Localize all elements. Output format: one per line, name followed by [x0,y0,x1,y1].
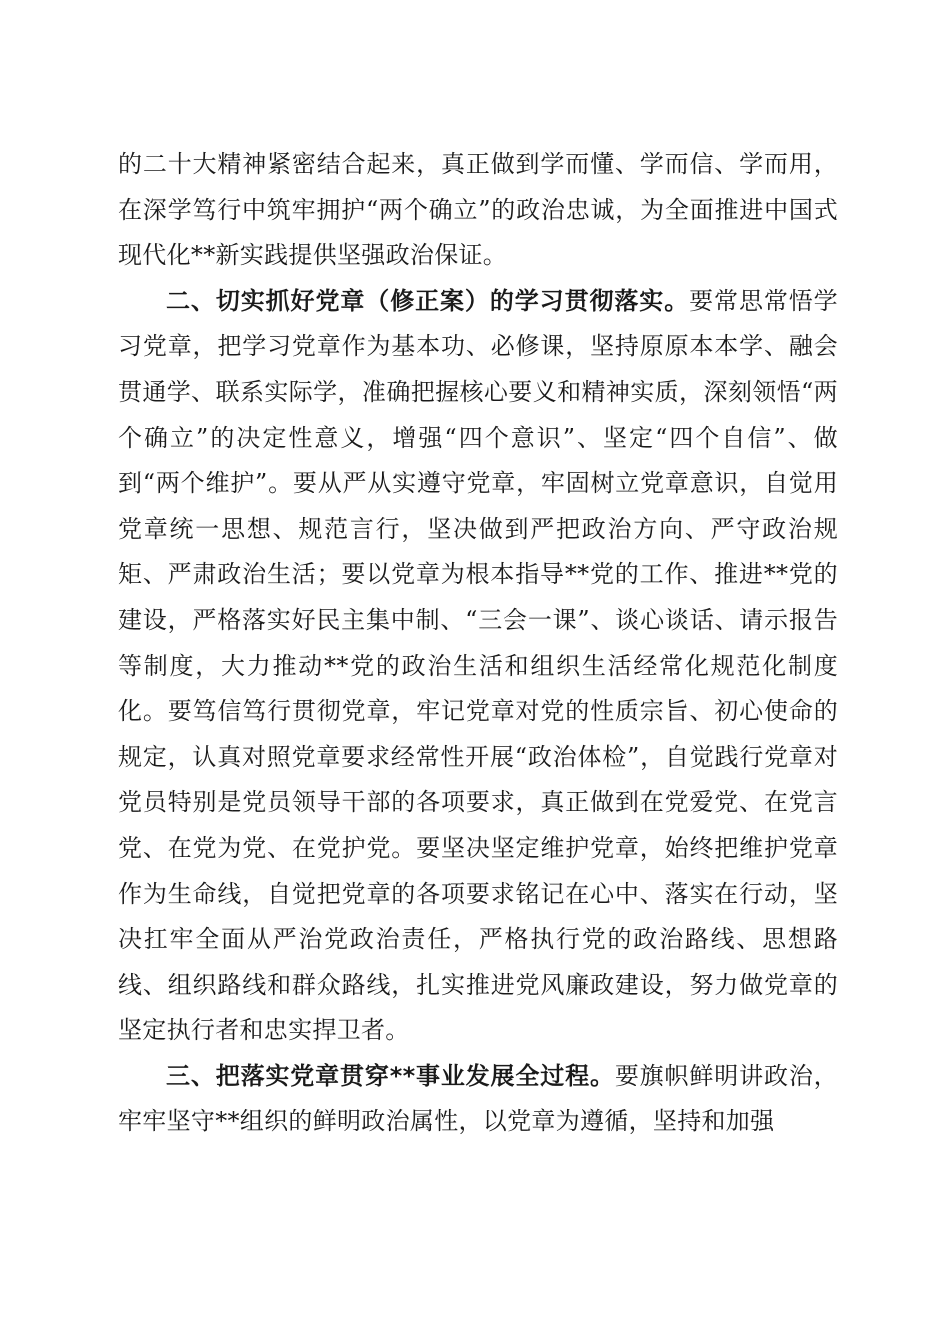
section-three-heading: 三、把落实党章贯穿**事业发展全过程。 [166,1061,615,1090]
paragraph-section-two [118,279,838,1054]
document-body [118,142,838,1145]
paragraph-continuation [118,142,838,279]
section-two-heading: 二、切实抓好党章（修正案）的学习贯彻落实。 [166,286,690,315]
paragraph-section-three [118,1054,838,1145]
paragraph-body-text: 的二十大精神紧密结合起来，真正做到学而懂、学而信、学而用，在深学笃行中筑牢拥护“两个确立”的政治忠诚，为全面推进中国式现代化**新实践提供坚强政治保证。 [118,150,838,270]
paragraph-body-text: 要旗帜鲜明讲政治，牢牢坚守**组织的鲜明政治属性，以党章为遵循，坚持和加强 [118,1061,838,1136]
paragraph-body-text: 要常思常悟学习党章，把学习党章作为基本功、必修课，坚持原原本本学、融会贯通学、联系实际学，准确把握核心要义和精神实质，深刻领悟“两个确立”的决定性意义，增强“四个意识”、坚定“四个自信”、做到“两个维护”。要从严从实遵守党章，牢固树立党章意识，自觉用党章统一思想、规范言行，坚决做到严把政治方向、严守政治规矩、严肃政治生活；要以党章为根本指导**党的工作、推进**党的建设，严格落实好民主集中制、“三会一课”、谈心谈话、请示报告等制度，大力推动**党的政治生活和组织生活经常化规范化制度化。要笃信笃行贯彻党章，牢记党章对党的性质宗旨、初心使命的规定，认真对照党章要求经常性开展“政治体检”，自觉践行党章对党员特别是党员领导干部的各项要求，真正做到在党爱党、在党言党、在党为党、在党护党。要坚决坚定维护党章，始终把维护党章作为生命线，自觉把党章的各项要求铭记在心中、落实在行动，坚决扛牢全面从严治党政治责任，严格执行党的政治路线、思想路线、组织路线和群众路线，扎实推进党风廉政建设，努力做党章的坚定执行者和忠实捍卫者。 [118,286,838,1045]
